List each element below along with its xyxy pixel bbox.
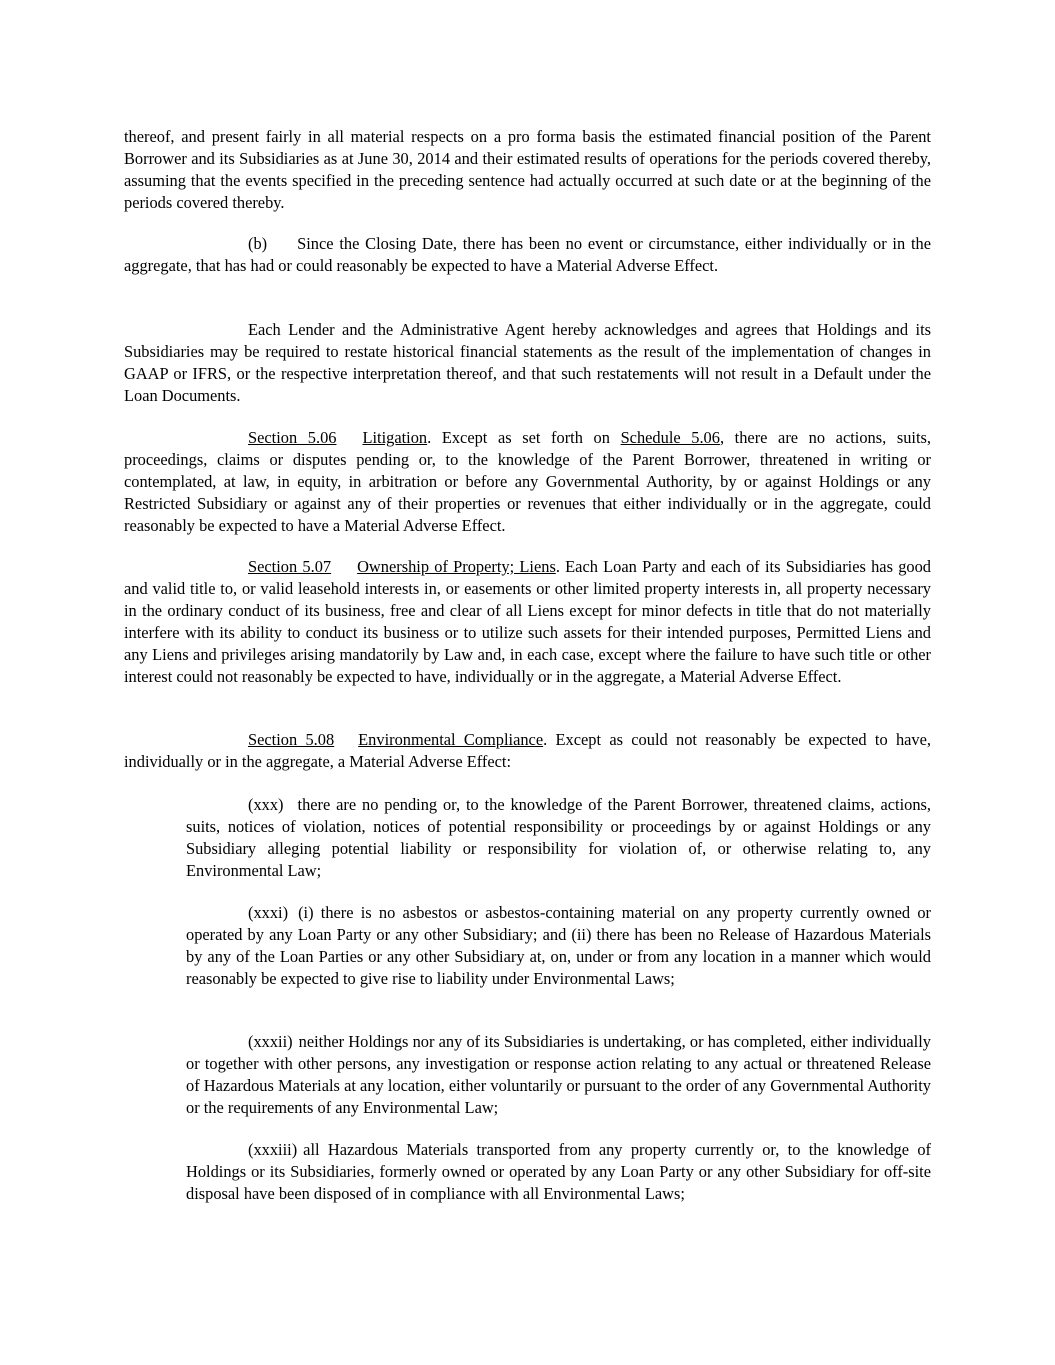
section-5-07 — [124, 556, 931, 687]
list-item-text: neither Holdings nor any of its Subsidiaries is undertaking, or has completed, either individually or together with other persons, any investigation or response action relating to any actual or threatened Release of Hazardous Materials at any location, either voluntarily or pursuant to the order of any Governmental Authority or the requirements of any Environmental Law; — [186, 1032, 931, 1117]
section-5-07-number: Section 5.07 — [248, 557, 332, 576]
section-5-08 — [124, 729, 931, 773]
section-5-08-number: Section 5.08 — [248, 730, 335, 749]
list-item-text: (i) there is no asbestos or asbestos-containing material on any property currently owned or operated by any Loan Party or any other Subsidiary; and (ii) there has been no Release of Hazardous Materials by any of the Loan Parties or any other Subsidiary at, on, under or from any location in a manner which would reasonably be expected to give rise to liability under Environmental Laws; — [186, 903, 931, 988]
section-5-06-title: Litigation — [362, 428, 428, 447]
list-item-xxx — [186, 794, 931, 882]
list-item-text: all Hazardous Materials transported from any property currently or, to the knowledge of Holdings or its Subsidiaries, formerly owned or operated by any Loan Party or any other Subsidiary for off-site disposal have been disposed of in compliance with all Environmental Laws; — [186, 1140, 931, 1203]
section-5-07-title: Ownership of Property; Liens — [357, 557, 556, 576]
section-5-06-heading — [248, 428, 427, 447]
list-item-xxxi — [186, 902, 931, 990]
paragraph-continuation: thereof, and present fairly in all material respects on a pro forma basis the estimated financial position of the Parent Borrower and its Subsidiaries as at June 30, 2014 and their estimated results of operations for the periods covered thereby, assuming that the events specified in the preceding sentence had actually occurred at such date or at the beginning of the periods covered thereby. — [124, 127, 931, 212]
paragraph-b-text: Since the Closing Date, there has been no event or circumstance, either individually or in the aggregate, that has had or could reasonably be expected to have a Material Adverse Effect. — [124, 234, 931, 275]
section-5-06-text: , there are no actions, suits, proceedings, claims or disputes pending or, to the knowledge of the Parent Borrower, threatened in writing or contemplated, at law, in equity, in arbitration or before any Governmental Authority, by or against Holdings or any Restricted Subsidiary or against any of their properties or revenues that either individually or in the aggregate, could reasonably be expected to have a Material Adverse Effect. — [124, 428, 931, 535]
section-5-06-number: Section 5.06 — [248, 428, 337, 447]
list-item-xxxiii — [186, 1139, 931, 1205]
section-5-08-title: Environmental Compliance — [358, 730, 544, 749]
list-item-xxxii — [186, 1031, 931, 1119]
list-item-label: (xxxiii) — [248, 1140, 298, 1159]
section-5-06 — [124, 427, 931, 537]
section-5-08-heading — [248, 730, 543, 749]
paragraph-acknowledgement: Each Lender and the Administrative Agent hereby acknowledges and agrees that Holdings and its Subsidiaries may be required to restate historical financial statements as the result of the implementation of changes in GAAP or IFRS, or the respective interpretation thereof, and that such restatements will not result in a Default under the Loan Documents. — [124, 320, 931, 405]
section-5-08-text: . Except as could not reasonably be expected to have, individually or in the aggregate, a Material Adverse Effect: — [124, 730, 931, 771]
list-item-label: (xxx) — [248, 795, 284, 814]
list-item-label: (xxxi) — [248, 903, 289, 922]
section-5-07-text: . Each Loan Party and each of its Subsidiaries has good and valid title to, or valid leasehold interests in, or easements or other limited property interests in, all property necessary in the ordinary conduct of its business, free and clear of all Liens except for minor defects in title that do not materially interfere with its ability to conduct its business or to utilize such assets for their intended purposes, Permitted Liens and any Liens and privileges arising mandatorily by Law and, in each case, except where the failure to have such title or other interest could not reasonably be expected to have, individually or in the aggregate, a Material Adverse Effect. — [124, 557, 931, 686]
paragraph-b-label: (b) — [248, 234, 268, 253]
list-item-text: there are no pending or, to the knowledge of the Parent Borrower, threatened claims, actions, suits, notices of violation, notices of potential responsibility or proceedings by or against Holdings or any Subsidiary alleging potential liability or responsibility for violation of, or otherwise relating to, any Environmental Law; — [186, 795, 931, 880]
paragraph-b — [124, 233, 931, 277]
list-item-label: (xxxii) — [248, 1032, 293, 1051]
schedule-5-06-reference: Schedule 5.06 — [620, 428, 720, 447]
section-5-06-lead: . Except as set forth on — [427, 428, 621, 447]
section-5-07-heading — [248, 557, 556, 576]
